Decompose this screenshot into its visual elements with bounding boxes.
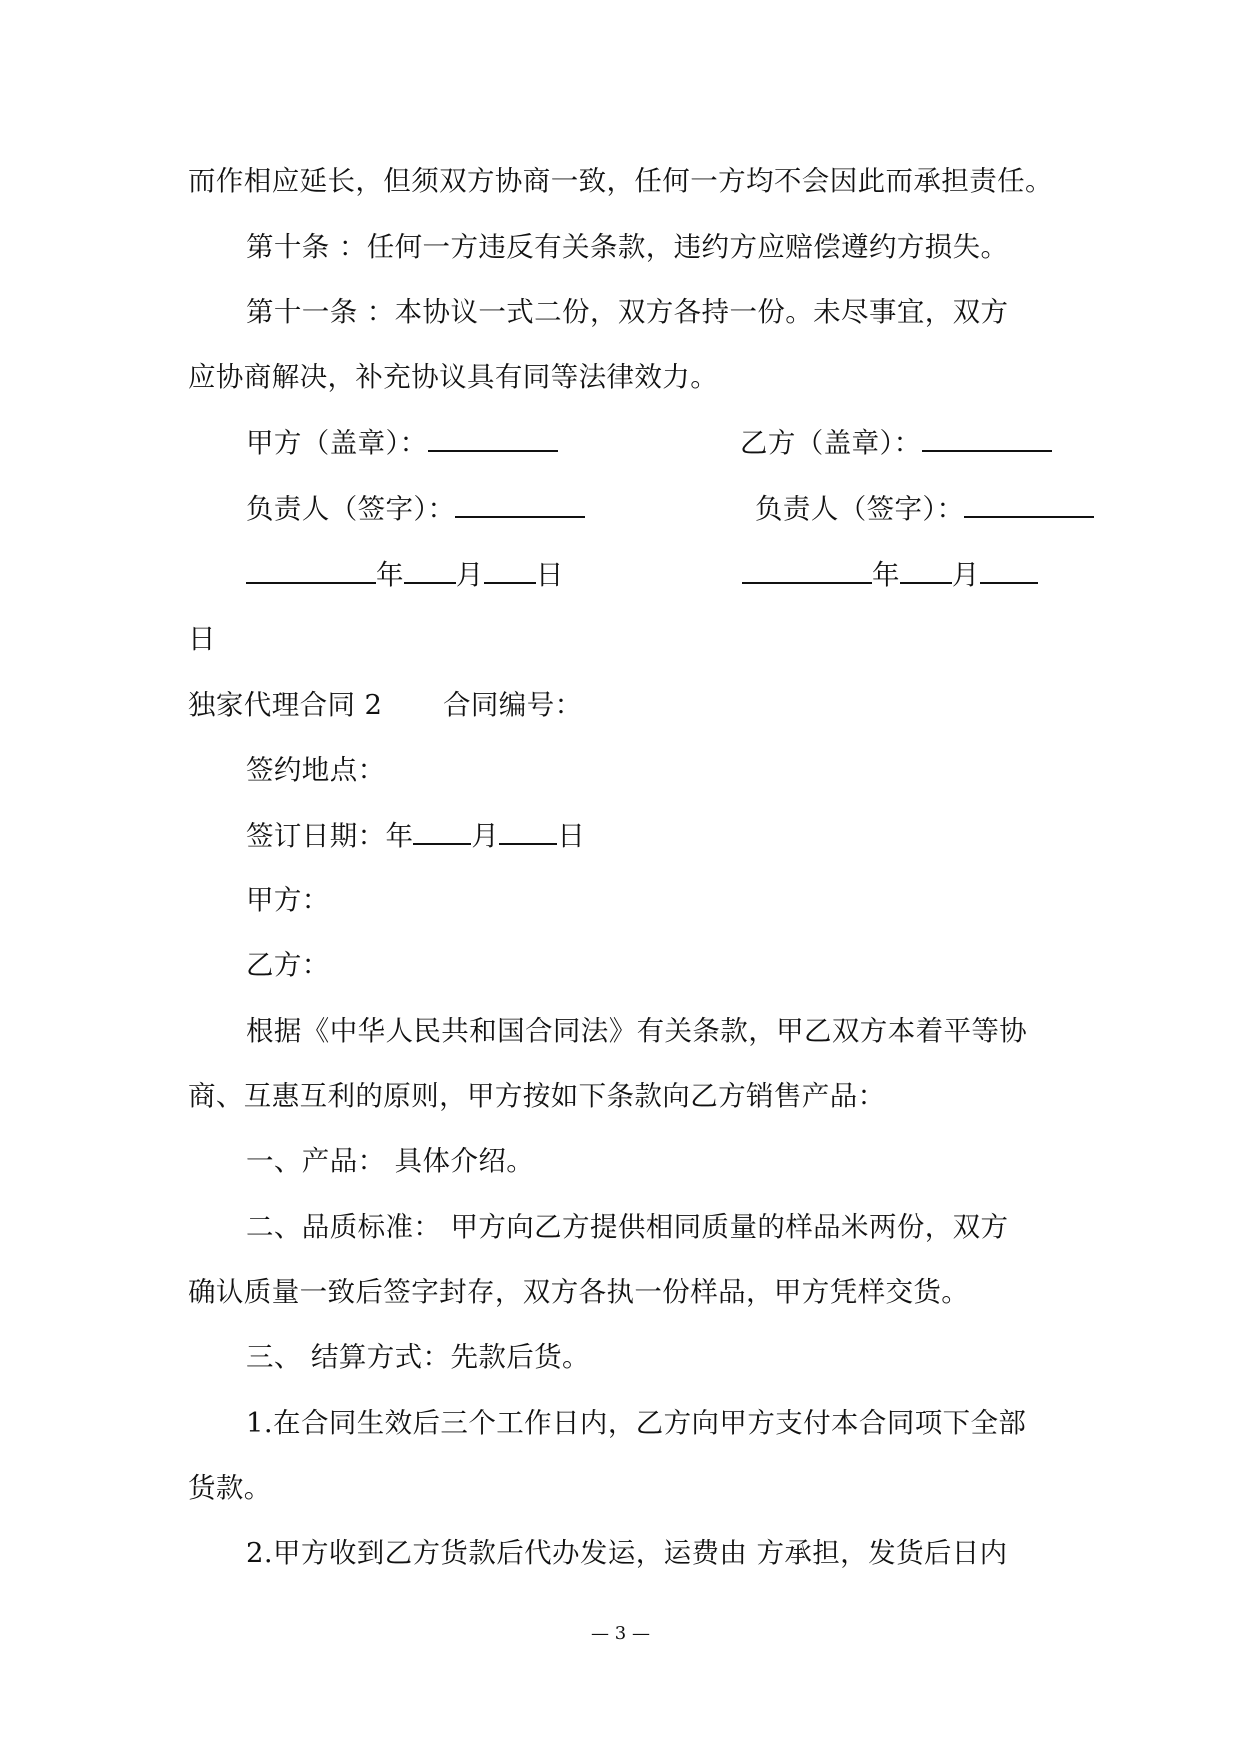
signature-blank (455, 490, 585, 518)
day-label: 日 (535, 559, 564, 591)
signature-blank (922, 424, 1052, 452)
paragraph-line: 而作相应延长，但须双方协商一致，任何一方均不会因此而承担责任。 (188, 165, 1053, 197)
clause-quality: 二、品质标准： 甲方向乙方提供相同质量的样品米两份，双方 (246, 1211, 1009, 1243)
contract-title: 独家代理合同 2 (188, 689, 383, 721)
person-a-sign-line (246, 490, 585, 527)
day-label: 日 (557, 820, 586, 852)
date-line-b (742, 556, 1038, 593)
signature-blank (428, 424, 558, 452)
month-blank (900, 556, 952, 584)
day-blank (499, 817, 557, 845)
paragraph-line: 货款。 (188, 1472, 272, 1504)
party-b-seal-line (740, 424, 1052, 461)
signing-place-label: 签约地点： (246, 754, 386, 786)
party-a-seal-label: 甲方（盖章）： (246, 427, 428, 459)
contract-number-label: 合同编号： (443, 689, 583, 721)
party-b-label: 乙方： (246, 949, 330, 981)
article-11: 第十一条 ：本协议一式二份，双方各持一份。未尽事宜，双方 (246, 296, 1009, 328)
paragraph-line: 根据《中华人民共和国合同法》有关条款，甲乙双方本着平等协 (246, 1015, 1028, 1047)
day-blank (484, 556, 536, 584)
signing-date-label: 签订日期：年 (246, 820, 414, 852)
signing-date-line (246, 817, 585, 854)
signature-blank (964, 490, 1094, 518)
person-b-sign-line (755, 490, 1094, 527)
clause-product: 一、产品： 具体介绍。 (246, 1145, 535, 1177)
day-wrapped: 日 (188, 623, 216, 655)
paragraph-line: 商、互惠互利的原则，甲方按如下条款向乙方销售产品： (188, 1080, 886, 1112)
year-label: 年 (376, 559, 404, 591)
contract-title-line (188, 687, 382, 723)
month-blank (404, 556, 456, 584)
party-a-seal-line (246, 424, 558, 461)
person-a-label: 负责人（签字）： (246, 493, 456, 525)
month-label: 月 (471, 820, 500, 852)
day-blank (980, 556, 1038, 584)
month-label: 月 (951, 559, 980, 591)
year-blank (246, 556, 376, 584)
month-label: 月 (455, 559, 484, 591)
paragraph-line: 应协商解决，补充协议具有同等法律效力。 (188, 361, 719, 393)
paragraph-line: 确认质量一致后签字封存，双方各执一份样品，甲方凭样交货。 (188, 1276, 970, 1308)
article-10: 第十条 ：任何一方违反有关条款，违约方应赔偿遵约方损失。 (246, 231, 1009, 263)
party-b-seal-label: 乙方（盖章）： (740, 427, 922, 459)
page-number: — 3 — (591, 1623, 650, 1644)
year-blank (742, 556, 872, 584)
clause-settlement: 三、 结算方式：先款后货。 (246, 1341, 590, 1373)
date-line-a (246, 556, 564, 593)
month-blank (413, 817, 471, 845)
party-a-label: 甲方： (246, 884, 330, 916)
clause-item-1: 1.在合同生效后三个工作日内，乙方向甲方支付本合同项下全部 (246, 1407, 1027, 1439)
clause-item-2: 2.甲方收到乙方货款后代办发运，运费由 方承担，发货后日内 (246, 1537, 1008, 1569)
person-b-label: 负责人（签字）： (755, 493, 965, 525)
year-label: 年 (872, 559, 900, 591)
